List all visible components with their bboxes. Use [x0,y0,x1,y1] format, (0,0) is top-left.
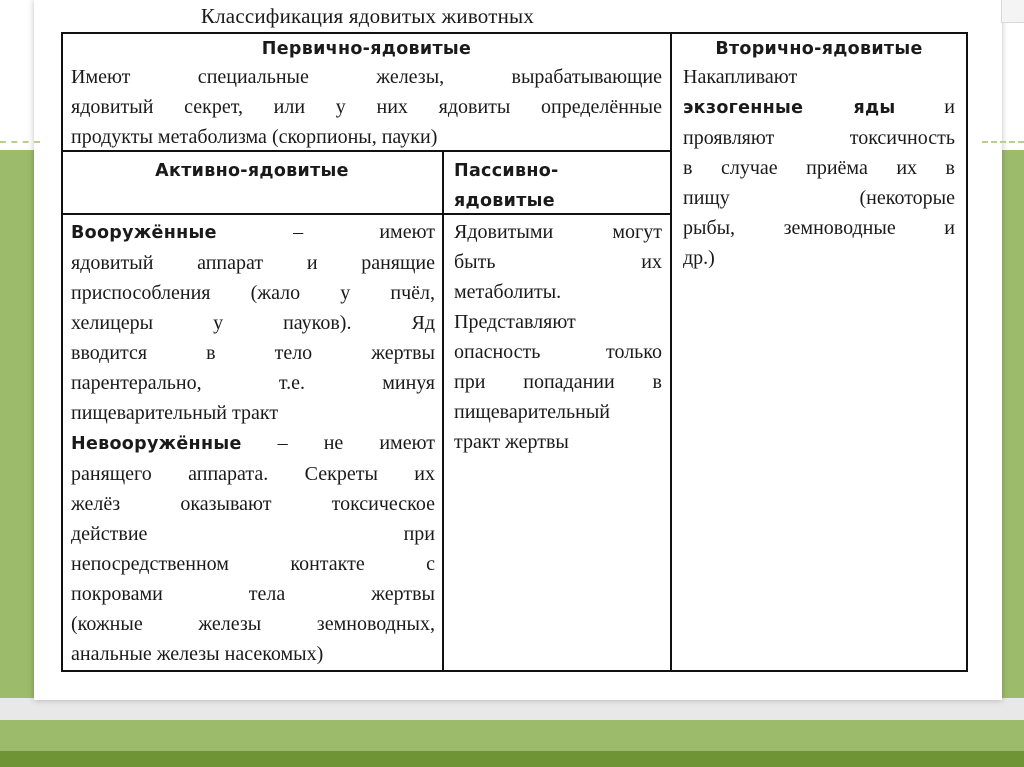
active-line: приспособления (жало у пчёл, [71,282,435,304]
table-divider-active-passive [442,150,444,672]
passive-header [454,156,664,216]
secondary-line: др.) [683,247,715,269]
secondary-line: пищу (некоторые [683,187,955,209]
passive-body [454,217,662,457]
active-line: анальные железы насекомых) [71,643,324,665]
passive-line: Ядовитыми могут [454,221,662,243]
passive-line: метаболиты. [454,281,562,303]
secondary-header: Вторично-ядовитые [715,39,923,59]
active-line: покровами тела жертвы [71,583,435,605]
primary-description-line: Имеют специальные железы, вырабатывающие [71,66,662,88]
table-border-left [61,32,63,672]
active-line [71,428,435,459]
passive-header-line: Пассивно- [454,161,559,181]
secondary-line [683,92,955,123]
active-header: Активно-ядовитые [155,161,349,181]
active-body [71,217,435,669]
active-line: ранящего аппарата. Секреты их [71,463,435,485]
corner-mark [1001,0,1024,23]
active-line: непосредственном контакте с [71,553,435,575]
passive-line: быть их [454,251,662,273]
active-line: пищеварительный тракт [71,402,279,424]
secondary-line: в случае приёма их в [683,157,955,179]
active-line: (кожные железы земноводных, [71,613,435,635]
secondary-line: Накапливают [683,66,798,88]
armed-term: Вооружённые [71,223,217,243]
primary-description-line: ядовитый секрет, или у них ядовиты определённые [71,96,662,118]
page-title: Классификация ядовитых животных [200,4,535,28]
secondary-bold-term: экзогенные яды [683,98,896,118]
active-line: желёз оказывают токсическое [71,493,435,515]
secondary-line: рыбы, земноводные и [683,217,955,239]
primary-header: Первично-ядовитые [261,39,472,59]
unarmed-line-rest: – не имеют [241,432,435,454]
active-line: ядовитый аппарат и ранящие [71,252,435,274]
armed-line-rest: – имеют [216,221,435,243]
passive-line: тракт жертвы [454,431,569,453]
passive-header-line: ядовитые [454,191,555,211]
decorative-dash-left [0,141,40,143]
active-line: вводится в тело жертвы [71,342,435,364]
secondary-line-rest: и [895,96,955,118]
table-border-bottom [61,670,968,672]
secondary-description [683,62,955,273]
table-border-right [966,32,968,672]
active-line [71,217,435,248]
primary-description [71,62,662,152]
classification-table [61,32,968,672]
active-line: действие при [71,523,435,545]
passive-line: Представляют [454,311,576,333]
decorative-dash-right [982,141,1024,143]
passive-line: при попадании в [454,371,662,393]
active-line: хелицеры у пауков). Яд [71,312,435,334]
table-divider-primary-secondary [670,32,672,672]
active-line: парентерально, т.е. минуя [71,372,435,394]
secondary-line: проявляют токсичность [683,127,955,149]
passive-line: опасность только [454,341,662,363]
primary-description-line: продукты метаболизма (скорпионы, пауки) [71,126,438,148]
passive-line: пищеварительный [454,401,611,423]
background-gray-strip [0,698,1024,720]
unarmed-term: Невооружённые [71,434,242,454]
background-dark-strip [0,751,1024,767]
